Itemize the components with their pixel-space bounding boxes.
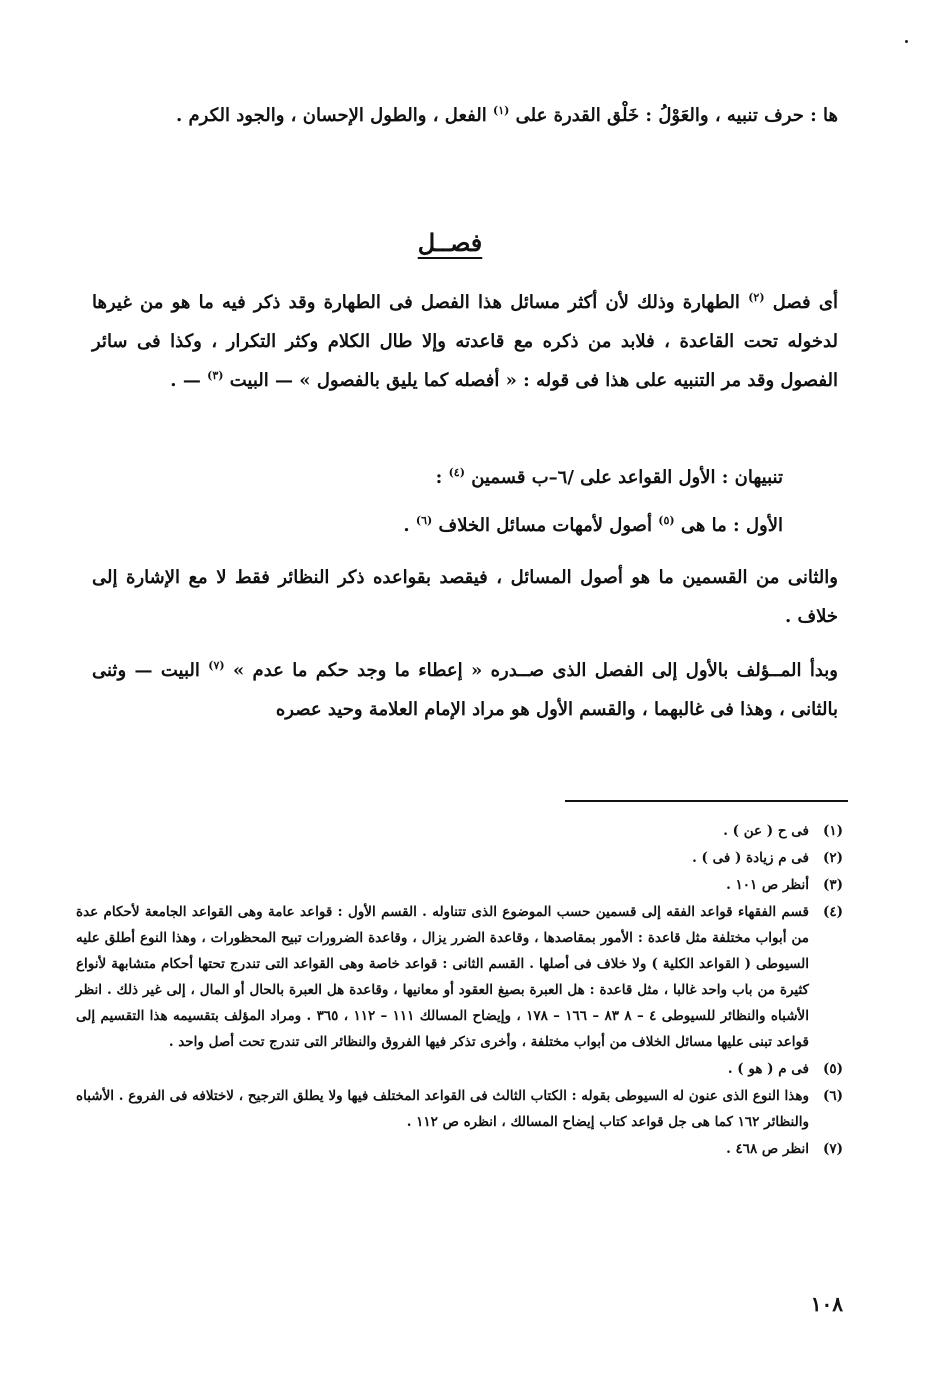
footnote-item — [76, 1056, 843, 1082]
footnote-divider — [565, 800, 848, 802]
para2-text: والثانى من القسمين ما هو أصول المسائل ، فيقصد بقواعده ذكر النظائر فقط لا مع الإشارة إلى خلاف . — [92, 567, 838, 627]
paragraph-fasl-explanation — [92, 283, 838, 400]
footnote-ref-3[interactable]: (٣) — [207, 369, 224, 382]
scan-speck — [905, 40, 908, 43]
footnote-number: (٥) — [822, 1061, 843, 1077]
para3-text-a: وبدأ المــؤلف بالأول إلى الفصل الذى صــدره « إعطاء ما وجد حكم ما عدم » — [232, 660, 838, 681]
paragraph-author-start — [92, 651, 838, 729]
paragraph-second-division — [92, 558, 838, 636]
para1-text-a: أى فصل — [772, 292, 838, 313]
footnote-item — [76, 1136, 843, 1162]
intro-text-a: ها : حرف تنبيه ، والعَوْلُ : خَلْق القدرة على — [515, 105, 838, 126]
footnote-text: قسم الفقهاء قواعد الفقه إلى قسمين حسب الموضوع الذى تتناوله . القسم الأول : قواعد عامة وهى القواعد الجامعة لأحكام عدة من أبواب مختلفة مثل قاعدة : الأمور بمقاصدها ، وقاعدة الضرر يزال ، وقاعدة الضرورات تبيح المحظورات ، وهذا النوع أطلق عليه السيوطى ( القواعد الكلية ) ولا خلاف فى أصلها . القسم الثانى : قواعد خاصة وهى القواعد التى تندرج تحتها أحكام متشابهة لأنواع كثيرة من باب واحد غالبا ، مثل قاعدة : هل العبرة بصيغ العقود أو معانيها ، وقاعدة هل العبرة بالحال أو المال ، إلى غير ذلك . انظر الأشباه والنظائر للسيوطى ٤ – ٨ ٨٣ – ١٦٦ – ١٧٨ ، وإيضاح المسالك ١١١ – ١١٢ ، ٣٦٥ . ومراد المؤلف بتقسيمه هذا التقسيم إلى قواعد تبنى عليها مسائل الخلاف من أبواب مختلفة ، وأخرى تذكر فيها الفروق والنظائر التى تندرج تحت أصل واحد . — [76, 904, 809, 1050]
tanbih-text-b: : — [435, 467, 443, 488]
para3-text-b: البيت — وثنى بالثانى ، وهذا فى غالبهما ، والقسم الأول هو مراد الإمام العلامة وحيد عصره — [92, 660, 838, 720]
footnote-text: فى م ( هو ) . — [727, 1061, 809, 1077]
para1-text-c: — . — [170, 370, 201, 391]
section-heading: فصــل — [417, 228, 483, 257]
awwal-text-c: . — [403, 515, 410, 536]
awwal-line — [92, 506, 783, 545]
tanbih-line — [92, 458, 783, 497]
footnote-number: (٣) — [822, 877, 843, 893]
footnote-ref-5[interactable]: (٥) — [658, 514, 675, 527]
footnote-number: (٦) — [822, 1088, 843, 1104]
footnote-ref-4[interactable]: (٤) — [448, 466, 465, 479]
footnote-item — [76, 818, 843, 844]
footnote-item — [76, 845, 843, 871]
footnote-item — [76, 899, 843, 1055]
para1-text-b: الطهارة وذلك لأن أكثر مسائل هذا الفصل فى الطهارة وقد ذكر فيه ما هو من غيرها لدخوله تحت القاعدة ، فلابد من ذكره مع قاعدته وإلا طال الكلام وكثر التكرار ، وكذا فى سائر الفصول وقد مر التنبيه على هذا فى قوله : « أفصله كما يليق بالفصول » — البيت — [92, 292, 838, 391]
footnote-number: (٢) — [822, 850, 843, 866]
footnote-item — [76, 1083, 843, 1135]
page-number: ١٠٨ — [810, 1292, 843, 1316]
footnote-ref-7[interactable]: (٧) — [208, 659, 225, 672]
footnote-text: وهذا النوع الذى عنون له السيوطى بقوله : الكتاب الثالث فى القواعد المختلف فيها ولا يطلق الترجيح ، لاختلافه فى الفروع . الأشباه والنظائر ١٦٢ كما هى جل قواعد كتاب إيضاح المسالك ، انظره ص ١١٢ . — [76, 1088, 809, 1130]
footnote-ref-1[interactable]: (١) — [493, 104, 510, 117]
footnotes-section — [76, 818, 843, 1163]
footnote-ref-6[interactable]: (٦) — [415, 514, 433, 527]
intro-paragraph — [92, 96, 838, 135]
intro-text-b: الفعل ، والطول الإحسان ، والجود الكرم . — [175, 105, 487, 126]
footnote-text: فى ح ( عن ) . — [723, 823, 809, 839]
footnote-item — [76, 872, 843, 898]
footnote-number: (٤) — [822, 904, 843, 920]
footnote-number: (٧) — [822, 1141, 843, 1157]
awwal-text-b: أصول لأمهات مسائل الخلاف — [438, 515, 652, 536]
footnote-ref-2[interactable]: (٢) — [748, 291, 765, 304]
footnote-text: فى م زيادة ( فى ) . — [692, 850, 809, 866]
awwal-text-a: الأول : ما هى — [680, 515, 783, 536]
footnote-text: انظر ص ٤٦٨ . — [726, 1141, 809, 1157]
footnote-text: أنظر ص ١٠١ . — [726, 877, 809, 893]
footnote-number: (١) — [822, 823, 843, 839]
tanbih-text-a: تنبيهان : الأول القواعد على /٦–ب قسمين — [471, 467, 783, 488]
